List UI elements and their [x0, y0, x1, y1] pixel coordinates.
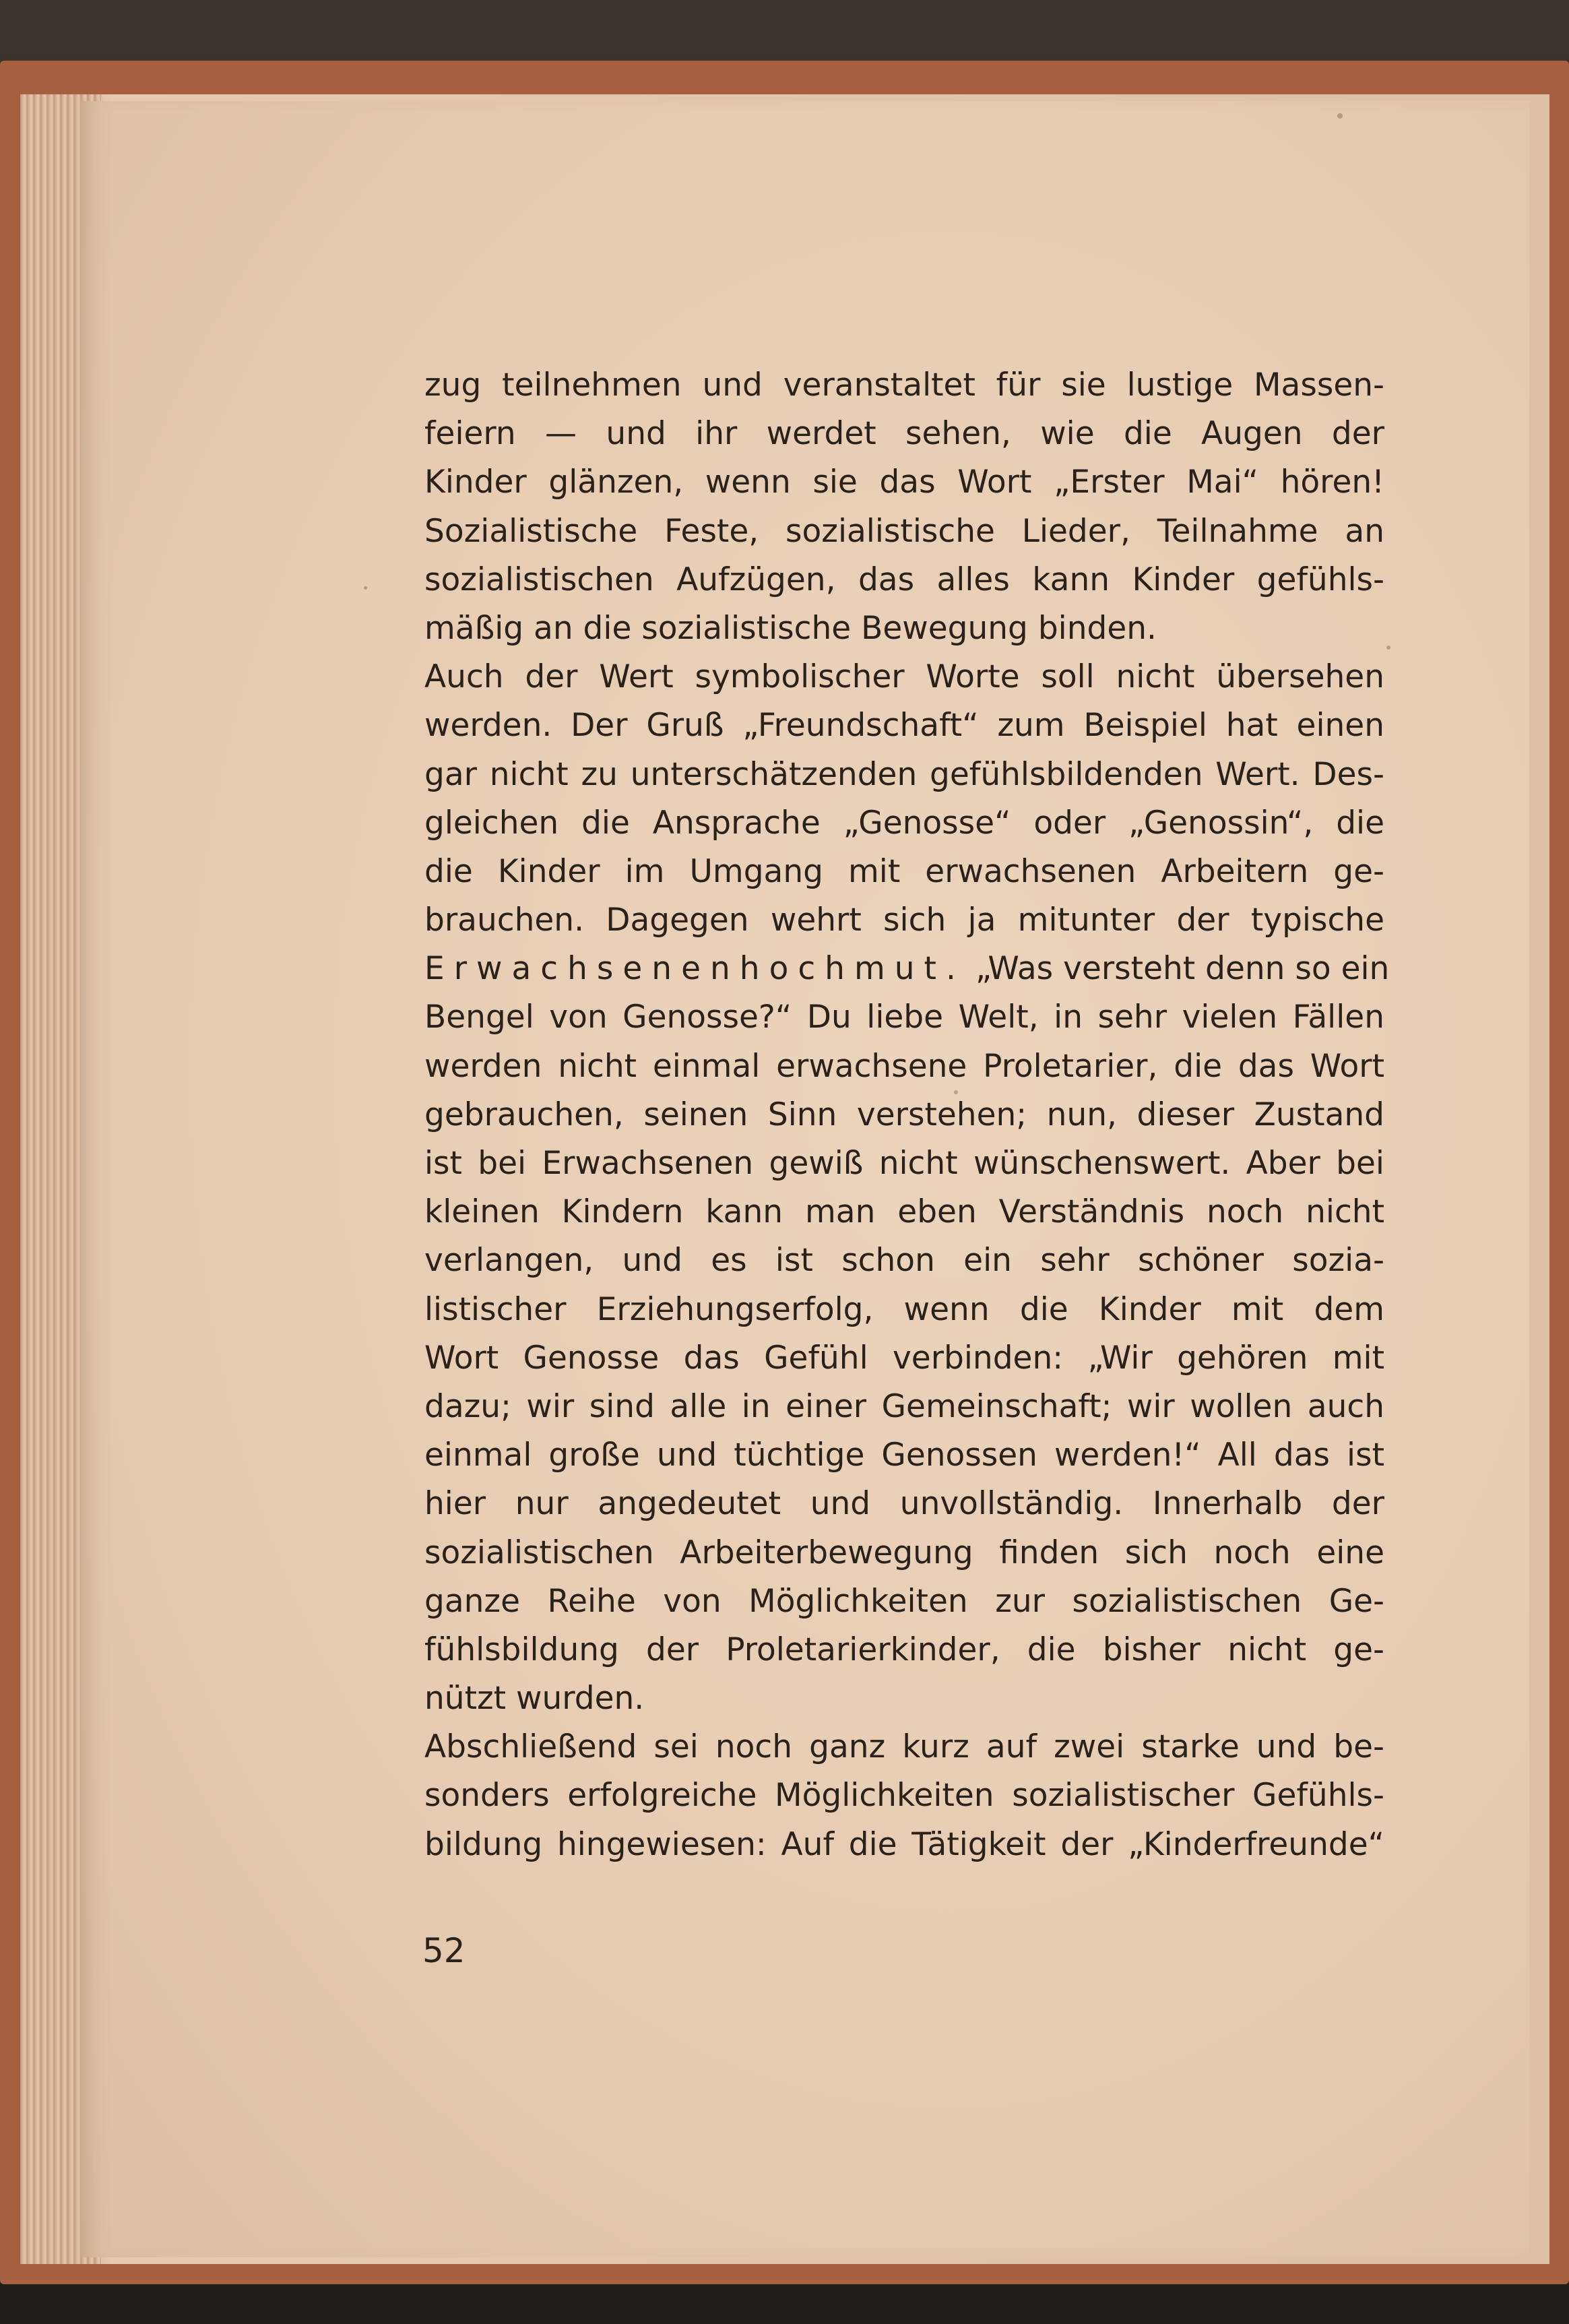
text-line: Kinder glänzen, wenn sie das Wort „Erster Mai“ hören!: [424, 464, 1384, 501]
text-line: werden. Der Gruß „Freundschaft“ zum Beispiel hat einen: [424, 707, 1384, 745]
text-line: listischer Erziehungserfolg, wenn die Kinder mit dem: [424, 1290, 1384, 1328]
text-line: fühlsbildung der Proletarierkinder, die bisher nicht ge-: [424, 1631, 1384, 1668]
text-fragment: „Was versteht denn so ein: [975, 950, 1390, 988]
text-line: mäßig an die sozialistische Bewegung binden.: [424, 609, 1157, 647]
text-line: Sozialistische Feste, sozialistische Lieder, Teilnahme an: [424, 512, 1384, 550]
text-line: Bengel von Genosse?“ Du liebe Welt, in sehr vielen Fällen: [424, 999, 1384, 1036]
paper-speck: [1337, 113, 1343, 119]
text-line: ist bei Erwachsenen gewiß nicht wünschenswert. Aber bei: [424, 1145, 1384, 1182]
text-line: gar nicht zu unterschätzenden gefühlsbildenden Wert. Des-: [424, 755, 1384, 793]
body-text: [424, 361, 1390, 1869]
text-line: gleichen die Ansprache „Genosse“ oder „Genossin“, die: [424, 804, 1384, 842]
text-line: zug teilnehmen und veranstaltet für sie lustige Massen-: [424, 367, 1384, 404]
spaced-word: Erwachsenenhochmut.: [424, 950, 965, 988]
text-line: Wort Genosse das Gefühl verbinden: „Wir gehören mit: [424, 1339, 1384, 1377]
text-line: sozialistischen Aufzügen, das alles kann Kinder gefühls-: [424, 561, 1384, 598]
paper-speck: [364, 586, 367, 590]
page-number: 52: [422, 1931, 466, 1970]
text-line: gebrauchen, seinen Sinn verstehen; nun, dieser Zustand: [424, 1096, 1384, 1133]
text-line: verlangen, und es ist schon ein sehr schöner sozia-: [424, 1242, 1384, 1280]
paper-speck: [1386, 646, 1390, 650]
text-line: brauchen. Dagegen wehrt sich ja mitunter der typische: [424, 902, 1384, 939]
text-line: bildung hingewiesen: Auf die Tätigkeit der „Kinderfreunde“: [424, 1825, 1384, 1863]
text-line: Abschließend sei noch ganz kurz auf zwei starke und be-: [424, 1728, 1384, 1766]
text-line: Auch der Wert symbolischer Worte soll nicht übersehen: [424, 658, 1384, 696]
text-line: nützt wurden.: [424, 1680, 645, 1718]
text-line: werden nicht einmal erwachsene Proletarier, die das Wort: [424, 1047, 1384, 1085]
text-line: die Kinder im Umgang mit erwachsenen Arbeitern ge-: [424, 852, 1384, 890]
text-line: einmal große und tüchtige Genossen werden!“ All das ist: [424, 1437, 1384, 1474]
text-line: dazu; wir sind alle in einer Gemeinschaft; wir wollen auch: [424, 1387, 1384, 1425]
text-line: hier nur angedeutet und unvollständig. Innerhalb der: [424, 1485, 1384, 1523]
text-line: ganze Reihe von Möglichkeiten zur sozialistischen Ge-: [424, 1582, 1384, 1620]
text-line: sozialistischen Arbeiterbewegung finden sich noch eine: [424, 1534, 1384, 1571]
text-line-emphasis: [424, 945, 1390, 993]
text-line: kleinen Kindern kann man eben Verständnis noch nicht: [424, 1193, 1384, 1231]
text-line: sonders erfolgreiche Möglichkeiten sozialistischer Gefühls-: [424, 1777, 1384, 1815]
text-line: feiern — und ihr werdet sehen, wie die Augen der: [424, 415, 1384, 453]
